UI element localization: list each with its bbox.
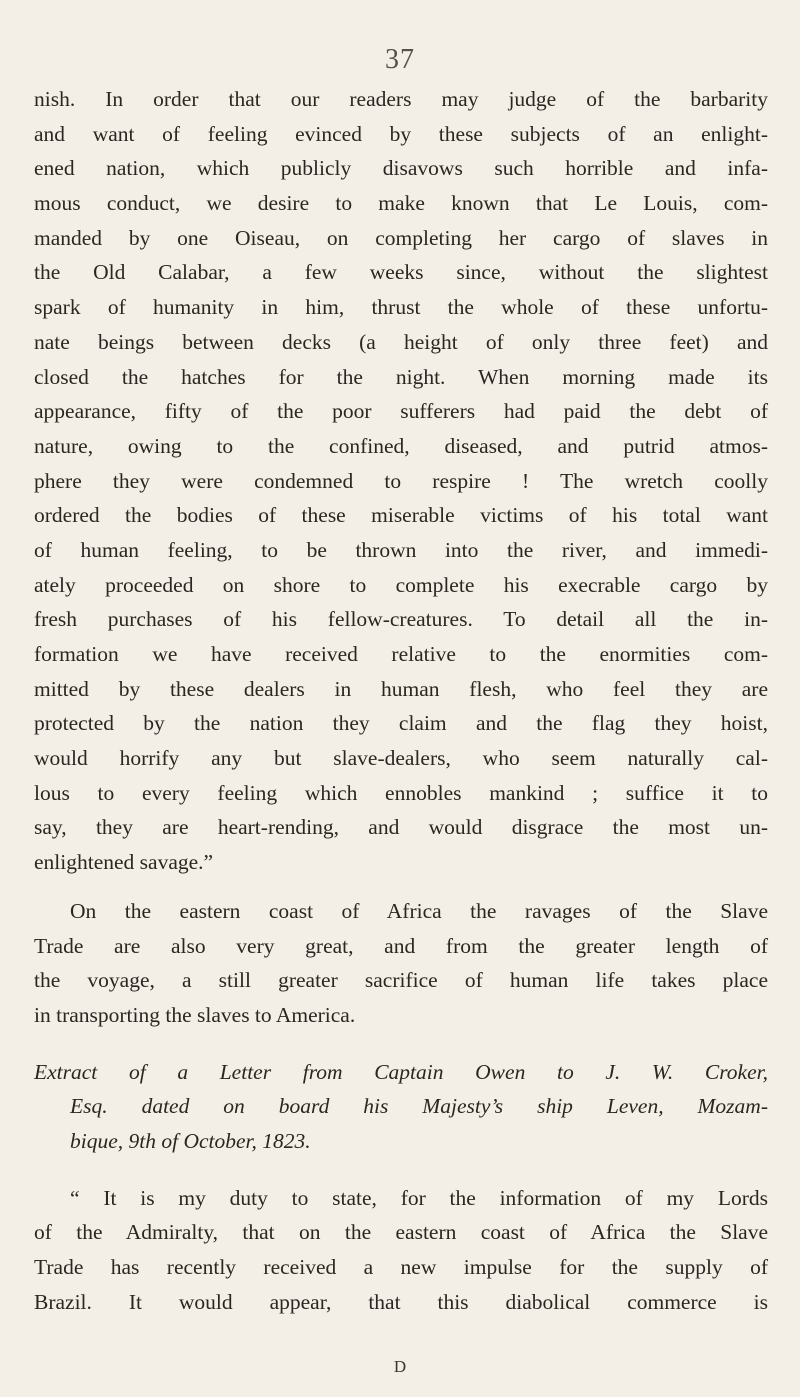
text-line: On the eastern coast of Africa the ravages of the Slave — [70, 898, 768, 923]
paragraph-newspaper-quote — [34, 82, 768, 880]
text-line: ordered the bodies of these miserable victims of his total want — [34, 503, 768, 528]
text-line: “ It is my duty to state, for the information of my Lords — [70, 1185, 768, 1210]
text-line: manded by one Oiseau, on completing her cargo of slaves in — [34, 225, 768, 250]
page-number: 37 — [385, 44, 415, 75]
text-line: Brazil. It would appear, that this diabolical commerce is — [34, 1289, 768, 1314]
text-line: the Old Calabar, a few weeks since, without the slightest — [34, 260, 768, 285]
heading-line: Esq. dated on board his Majesty’s ship Leven, Mozam- — [70, 1094, 768, 1119]
text-line: and want of feeling evinced by these subjects of an enlight- — [34, 121, 768, 146]
text-line: protected by the nation they claim and the flag they hoist, — [34, 711, 768, 736]
text-line: of human feeling, to be thrown into the river, and immedi- — [34, 537, 768, 562]
text-line: formation we have received relative to the enormities com- — [34, 642, 768, 666]
signature-mark: D — [393, 1357, 407, 1376]
text-line: lous to every feeling which ennobles mankind ; suffice it to — [34, 780, 768, 805]
text-line: Trade has recently received a new impulse for the supply of — [34, 1255, 768, 1279]
paragraph-letter-quote — [34, 1181, 768, 1320]
text-line: nature, owing to the confined, diseased, and putrid atmos- — [34, 433, 768, 458]
text-line: nish. In order that our readers may judge of the barbarity — [34, 87, 768, 111]
heading-line: Extract of a Letter from Captain Owen to J. W. Croker, — [34, 1059, 768, 1084]
extract-heading — [34, 1055, 768, 1159]
text-line: mous conduct, we desire to make known that Le Louis, com- — [34, 191, 768, 216]
paragraph-eastern-coast — [34, 894, 768, 1033]
text-line: closed the hatches for the night. When morning made its — [34, 364, 768, 389]
text-line: enlightened savage.” — [34, 850, 214, 875]
text-line: would horrify any but slave-dealers, who seem naturally cal- — [34, 746, 768, 771]
text-line: the voyage, a still greater sacrifice of human life takes place — [34, 968, 768, 993]
text-line: say, they are heart-rending, and would disgrace the most un- — [34, 815, 768, 840]
text-line: of the Admiralty, that on the eastern coast of Africa the Slave — [34, 1220, 768, 1245]
text-line: spark of humanity in him, thrust the whole of these unfortu- — [34, 295, 768, 320]
text-line: Trade are also very great, and from the greater length of — [34, 933, 768, 958]
text-line: mitted by these dealers in human flesh, who feel they are — [34, 676, 768, 701]
text-line: appearance, fifty of the poor sufferers had paid the debt of — [34, 399, 768, 424]
heading-line: bique, 9th of October, 1823. — [70, 1128, 311, 1153]
text-line: in transporting the slaves to America. — [34, 1002, 356, 1027]
text-line: nate beings between decks (a height of only three feet) and — [34, 329, 768, 354]
text-line: fresh purchases of his fellow-creatures. To detail all the in- — [34, 607, 768, 632]
text-line: ened nation, which publicly disavows such horrible and infa- — [34, 156, 768, 181]
text-line: phere they were condemned to respire ! The wretch coolly — [34, 468, 768, 493]
text-line: ately proceeded on shore to complete his execrable cargo by — [34, 572, 768, 597]
body-text — [34, 82, 768, 1319]
